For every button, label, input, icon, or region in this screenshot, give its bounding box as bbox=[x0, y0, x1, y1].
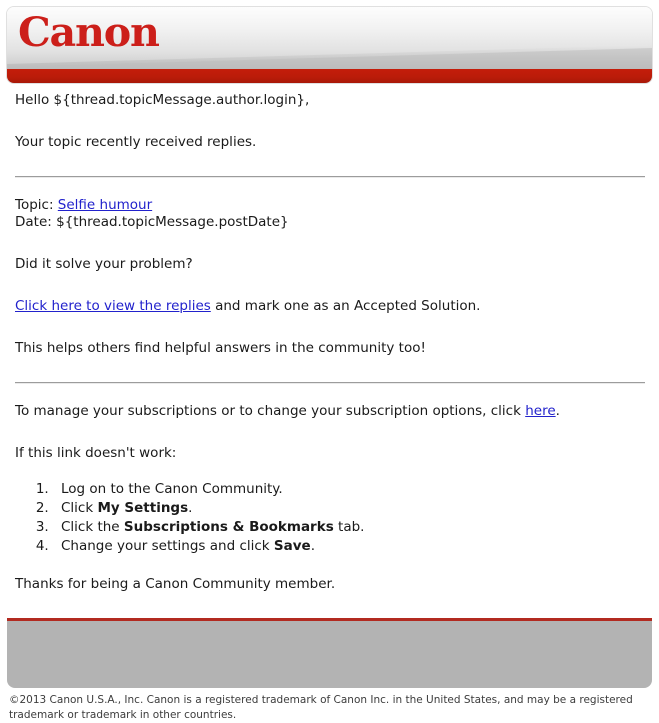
topic-label: Topic: bbox=[15, 196, 58, 213]
step-text-before: Click bbox=[61, 500, 98, 517]
topic-line bbox=[15, 197, 659, 215]
list-item bbox=[53, 500, 659, 518]
step-bold: Save bbox=[273, 537, 311, 554]
manage-subscriptions-link[interactable]: here bbox=[525, 402, 556, 419]
fallback-intro-text: If this link doesn't work: bbox=[15, 444, 177, 461]
step-text-before: Change your settings and click bbox=[61, 537, 274, 554]
canon-logo: Canon bbox=[18, 9, 159, 56]
view-replies-link[interactable]: Click here to view the replies bbox=[15, 298, 211, 315]
email-header-banner bbox=[7, 7, 652, 83]
step-text-before: Click the bbox=[61, 518, 124, 535]
question-text: Did it solve your problem? bbox=[15, 256, 193, 273]
list-item bbox=[53, 538, 659, 556]
step-text-after: . bbox=[188, 500, 193, 517]
header-accent-bar bbox=[7, 69, 652, 83]
cta-rest-text: and mark one as an Accepted Solution. bbox=[210, 298, 481, 315]
step-bold: Subscriptions & Bookmarks bbox=[123, 518, 334, 535]
thanks-text: Thanks for being a Canon Community member. bbox=[15, 575, 336, 592]
manage-prefix-text: To manage your subscriptions or to change your subscription options, click bbox=[15, 402, 526, 419]
email-footer-banner bbox=[7, 618, 652, 688]
topic-link[interactable]: Selfie humour bbox=[57, 196, 153, 213]
copyright-text: ©2013 Canon U.S.A., Inc. Canon is a registered trademark of Canon Inc. in the United States, and may be a registered trademark or trademark in other countries. bbox=[9, 694, 633, 722]
helps-others-text: This helps others find helpful answers in the community too! bbox=[15, 339, 426, 356]
step-bold: My Settings bbox=[97, 500, 189, 517]
step-text-after: tab. bbox=[333, 518, 365, 535]
step-text-before: Log on to the Canon Community. bbox=[61, 481, 283, 498]
list-item bbox=[53, 519, 659, 537]
intro-text: Your topic recently received replies. bbox=[15, 133, 257, 150]
email-body bbox=[0, 92, 659, 635]
cta-line bbox=[15, 298, 659, 316]
manage-subscriptions-line bbox=[15, 403, 659, 421]
instruction-steps bbox=[0, 481, 659, 555]
greeting-text: Hello ${thread.topicMessage.author.login}, bbox=[15, 92, 310, 108]
step-text-after: . bbox=[310, 537, 315, 554]
date-line: Date: ${thread.topicMessage.postDate} bbox=[15, 214, 289, 231]
manage-suffix-text: . bbox=[555, 402, 560, 419]
list-item bbox=[53, 481, 659, 499]
